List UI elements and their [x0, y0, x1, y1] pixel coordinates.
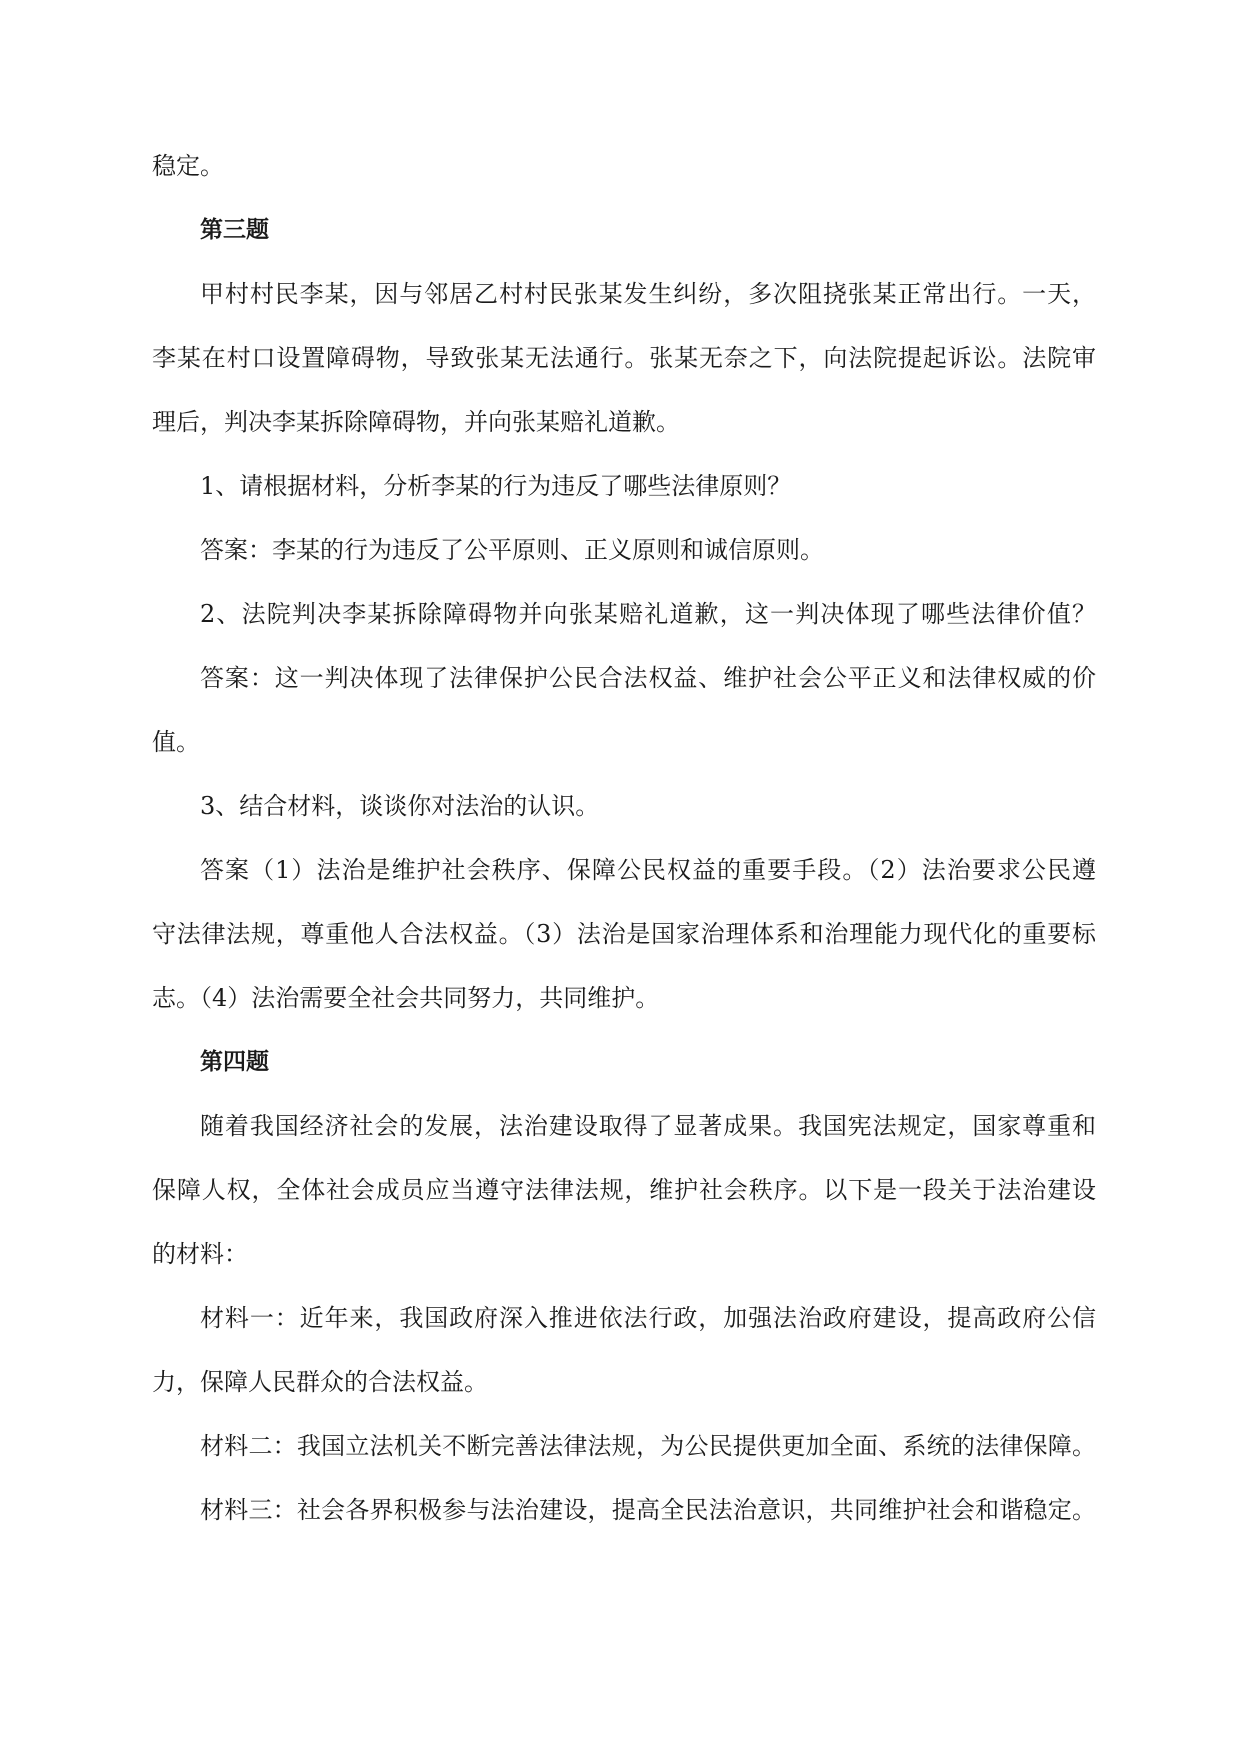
- text-line: 材料三：社会各界积极参与法治建设，提高全民法治意识，共同维护社会和谐稳定。: [200, 1496, 1096, 1524]
- text-line: 答案：李某的行为违反了公平原则、正义原则和诚信原则。: [200, 536, 824, 564]
- text-line: 随着我国经济社会的发展，法治建设取得了显著成果。我国宪法规定，国家尊重和: [200, 1112, 1096, 1140]
- section-heading: 第三题: [200, 217, 269, 243]
- document-body: [152, 142, 1096, 1550]
- text-line: 答案（1）法治是维护社会秩序、保障公民权益的重要手段。（2）法治要求公民遵: [200, 856, 1096, 884]
- text-line: 保障人权，全体社会成员应当遵守法律法规，维护社会秩序。以下是一段关于法治建设: [152, 1176, 1096, 1204]
- text-line: 李某在村口设置障碍物，导致张某无法通行。张某无奈之下，向法院提起诉讼。法院审: [152, 344, 1096, 372]
- text-line: 稳定。: [152, 152, 224, 180]
- text-line: 值。: [152, 728, 200, 756]
- text-line: 答案：这一判决体现了法律保护公民合法权益、维护社会公平正义和法律权威的价: [200, 664, 1096, 692]
- text-line: 力，保障人民群众的合法权益。: [152, 1368, 488, 1396]
- section-heading: 第四题: [200, 1049, 269, 1075]
- text-line: 1、请根据材料，分析李某的行为违反了哪些法律原则？: [200, 472, 792, 500]
- text-line: 甲村村民李某，因与邻居乙村村民张某发生纠纷，多次阻挠张某正常出行。一天，: [200, 280, 1096, 308]
- text-line: 2、法院判决李某拆除障碍物并向张某赔礼道歉，这一判决体现了哪些法律价值？: [200, 600, 1096, 628]
- text-line: 理后，判决李某拆除障碍物，并向张某赔礼道歉。: [152, 408, 680, 436]
- text-line: 3、结合材料，谈谈你对法治的认识。: [200, 792, 600, 820]
- text-line: 志。（4）法治需要全社会共同努力，共同维护。: [152, 984, 660, 1012]
- text-line: 守法律法规，尊重他人合法权益。（3）法治是国家治理体系和治理能力现代化的重要标: [152, 920, 1096, 948]
- text-line: 材料二：我国立法机关不断完善法律法规，为公民提供更加全面、系统的法律保障。: [200, 1432, 1096, 1460]
- text-line: 的材料：: [152, 1240, 248, 1268]
- text-line: 材料一：近年来，我国政府深入推进依法行政，加强法治政府建设，提高政府公信: [200, 1304, 1096, 1332]
